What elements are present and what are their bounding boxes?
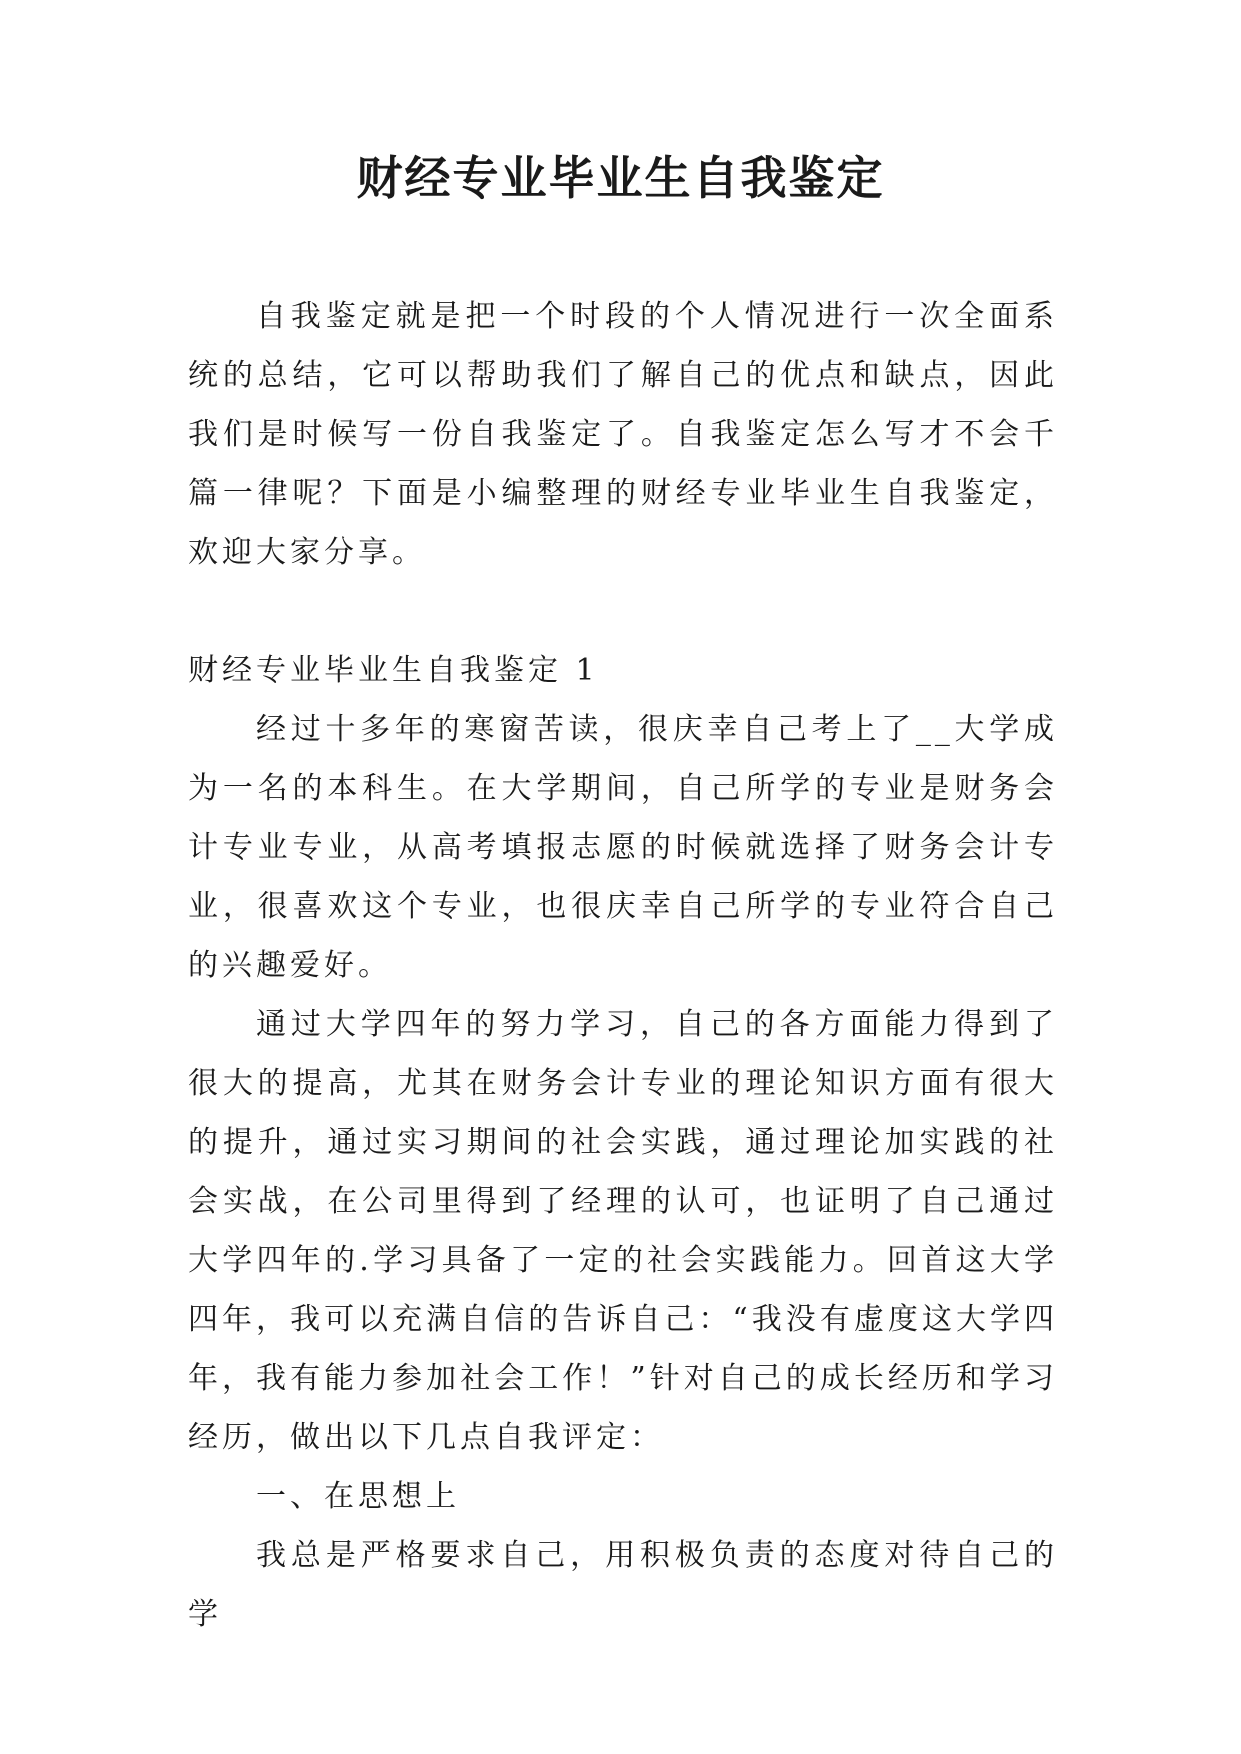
section-heading: 财经专业毕业生自我鉴定 1	[188, 653, 599, 688]
paragraph-spacer	[188, 582, 1058, 641]
body-paragraph: 经过十多年的寒窗苦读，很庆幸自己考上了__大学成为一名的本科生。在大学期间，自己所学的专业是财务会计专业专业，从高考填报志愿的时候就选择了财务会计专业，很喜欢这个专业，也很庆幸自己所学的专业符合自己的兴趣爱好。	[188, 712, 1058, 983]
document-title: 财经专业毕业生自我鉴定	[356, 151, 885, 205]
intro-paragraph: 自我鉴定就是把一个时段的个人情况进行一次全面系统的总结，它可以帮助我们了解自己的优点和缺点，因此我们是时候写一份自我鉴定了。自我鉴定怎么写才不会千篇一律呢？下面是小编整理的财经专业毕业生自我鉴定，欢迎大家分享。	[188, 299, 1058, 570]
body-paragraph: 通过大学四年的努力学习，自己的各方面能力得到了很大的提高，尤其在财务会计专业的理论知识方面有很大的提升，通过实习期间的社会实践，通过理论加实践的社会实战，在公司里得到了经理的认可，也证明了自己通过大学四年的.学习具备了一定的社会实践能力。回首这大学四年，我可以充满自信的告诉自己：“我没有虚度这大学四年，我有能力参加社会工作！”针对自己的成长经历和学习经历，做出以下几点自我评定：	[188, 1007, 1058, 1455]
subsection-heading: 一、在思想上	[256, 1479, 460, 1514]
body-paragraph: 我总是严格要求自己，用积极负责的态度对待自己的学	[188, 1538, 1058, 1632]
document-body	[188, 287, 1058, 1644]
